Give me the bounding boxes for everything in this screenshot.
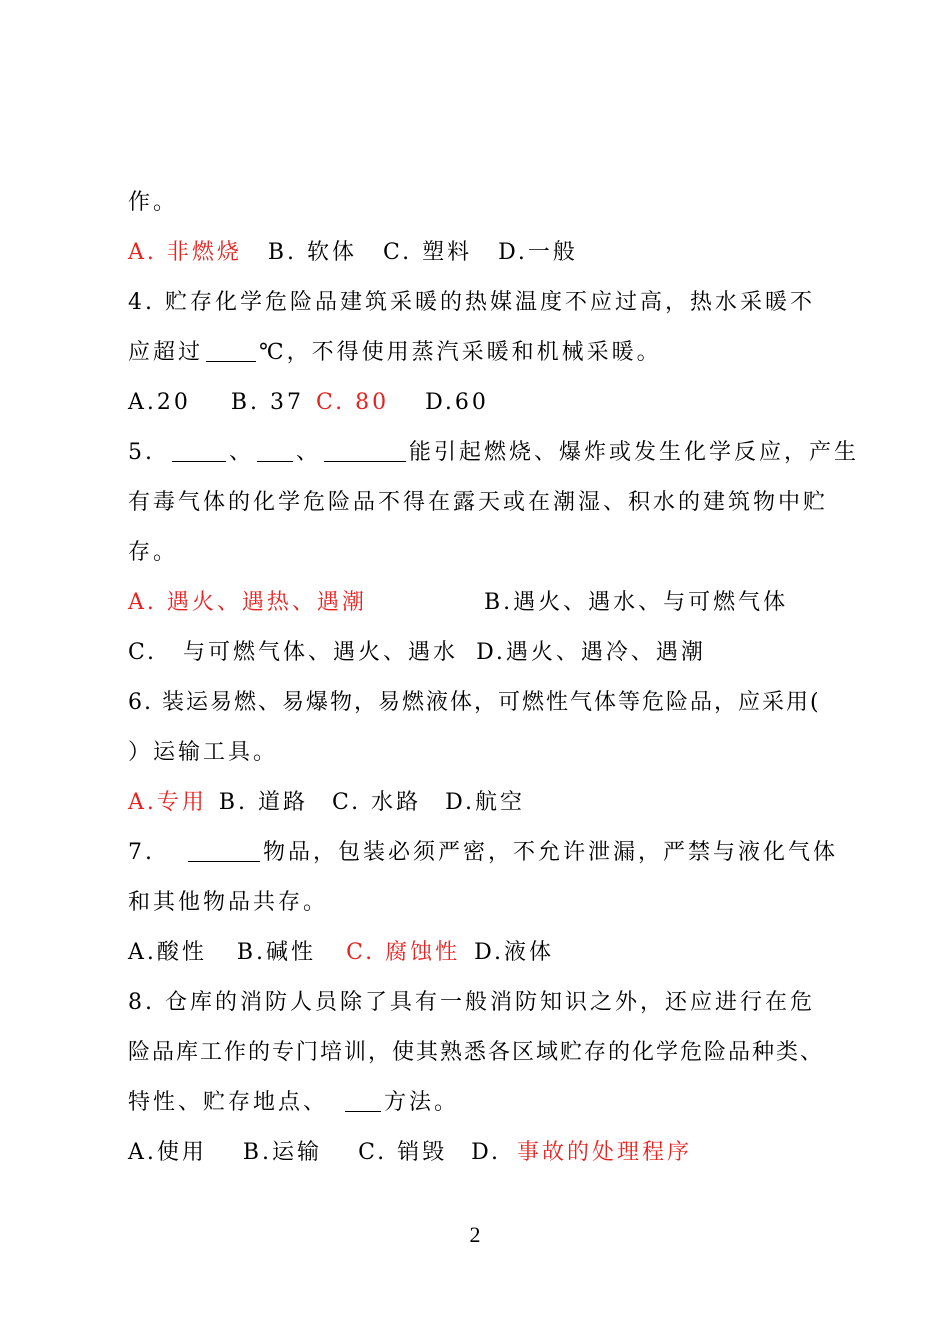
blank-line (188, 839, 260, 862)
question-5-line-2: 有毒气体的化学危险品不得在露天或在潮湿、积水的建筑物中贮 (128, 490, 829, 515)
blank-line (257, 439, 293, 462)
text-fragment: 物品，包装必须严密，不允许泄漏，严禁与液化气体 (263, 840, 839, 865)
question-5-option-b (484, 586, 788, 620)
text-fragment: 、 (296, 440, 322, 465)
option-d: D.一般 (498, 240, 578, 265)
option-b: B. 道路 (218, 790, 309, 815)
blank-line (345, 1089, 381, 1112)
option-c: C. 水路 (332, 790, 422, 815)
text-fragment: 作。 (128, 190, 179, 215)
option-c: C. 销毁 (358, 1140, 448, 1165)
text-fragment: 方法。 (384, 1090, 460, 1115)
question-5-line-3: 存。 (128, 540, 179, 565)
option-d-label: D. (471, 1140, 501, 1165)
question-3-text-end (128, 186, 178, 220)
question-8-line-1: 8. 仓库的消防人员除了具有一般消防知识之外，还应进行在危 (128, 990, 815, 1015)
text-fragment: 、 (229, 440, 255, 465)
text-fragment: 应超过 (128, 340, 204, 365)
question-6-line-1: 6. 装运易燃、易爆物，易燃液体，可燃性气体等危险品，应采用( (128, 690, 821, 715)
question-8-line-3 (128, 1086, 459, 1120)
question-8-options (128, 1136, 692, 1170)
option-c: 与可燃气体、遇火、遇水 (183, 640, 459, 665)
question-number: 5. (128, 440, 155, 465)
question-4-options (128, 386, 489, 420)
option-a-answer: A.专用 (128, 790, 207, 815)
text-fragment: ℃，不得使用蒸汽采暖和机械采暖。 (259, 340, 662, 365)
question-number: 7. (128, 840, 155, 865)
question-4-line-2 (128, 336, 662, 370)
option-b: B. 37 (230, 390, 305, 415)
option-b: B.遇火、遇水、与可燃气体 (484, 590, 789, 615)
question-5-options-row-1 (128, 586, 367, 620)
question-5-line-1 (128, 436, 859, 470)
option-d: D.60 (425, 390, 489, 415)
question-7-options (128, 936, 554, 970)
option-a: A.酸性 (128, 940, 207, 965)
question-8-line-2: 险品库工作的专门培训，使其熟悉各区域贮存的化学危险品种类、 (128, 1040, 825, 1065)
option-b: B.运输 (242, 1140, 323, 1165)
option-c-answer: C. 80 (316, 390, 390, 415)
question-4-line-1: 4. 贮存化学危险品建筑采暖的热媒温度不应过高，热水采暖不 (128, 290, 815, 315)
option-d: D.航空 (445, 790, 525, 815)
option-a-answer: A. 遇火、遇热、遇潮 (128, 590, 367, 615)
option-a: A.使用 (128, 1140, 207, 1165)
text-fragment: 能引起燃烧、爆炸或发生化学反应，产生 (409, 440, 860, 465)
blank-line (206, 339, 256, 362)
option-d: D.遇火、遇冷、遇潮 (476, 640, 706, 665)
option-a: A.20 (128, 390, 191, 415)
text-fragment: 特性、贮存地点、 (128, 1090, 329, 1115)
question-5-options-row-2 (128, 636, 706, 670)
option-d-answer: 事故的处理程序 (516, 1140, 692, 1165)
option-d: D.液体 (474, 940, 554, 965)
page-number: 2 (469, 1222, 481, 1247)
question-7-line-2: 和其他物品共存。 (128, 890, 329, 915)
blank-line (324, 439, 406, 462)
question-3-options (128, 236, 578, 270)
option-c-answer: C. 腐蚀性 (346, 940, 461, 965)
option-c-label: C. (128, 640, 158, 665)
question-7-line-1 (128, 836, 838, 870)
option-c: C. 塑料 (383, 240, 473, 265)
option-b: B. 软体 (267, 240, 358, 265)
option-a-answer: A. 非燃烧 (128, 240, 242, 265)
blank-line (172, 439, 226, 462)
question-6-options (128, 786, 525, 820)
option-b: B.碱性 (236, 940, 317, 965)
question-6-line-2: ）运输工具。 (128, 740, 279, 765)
